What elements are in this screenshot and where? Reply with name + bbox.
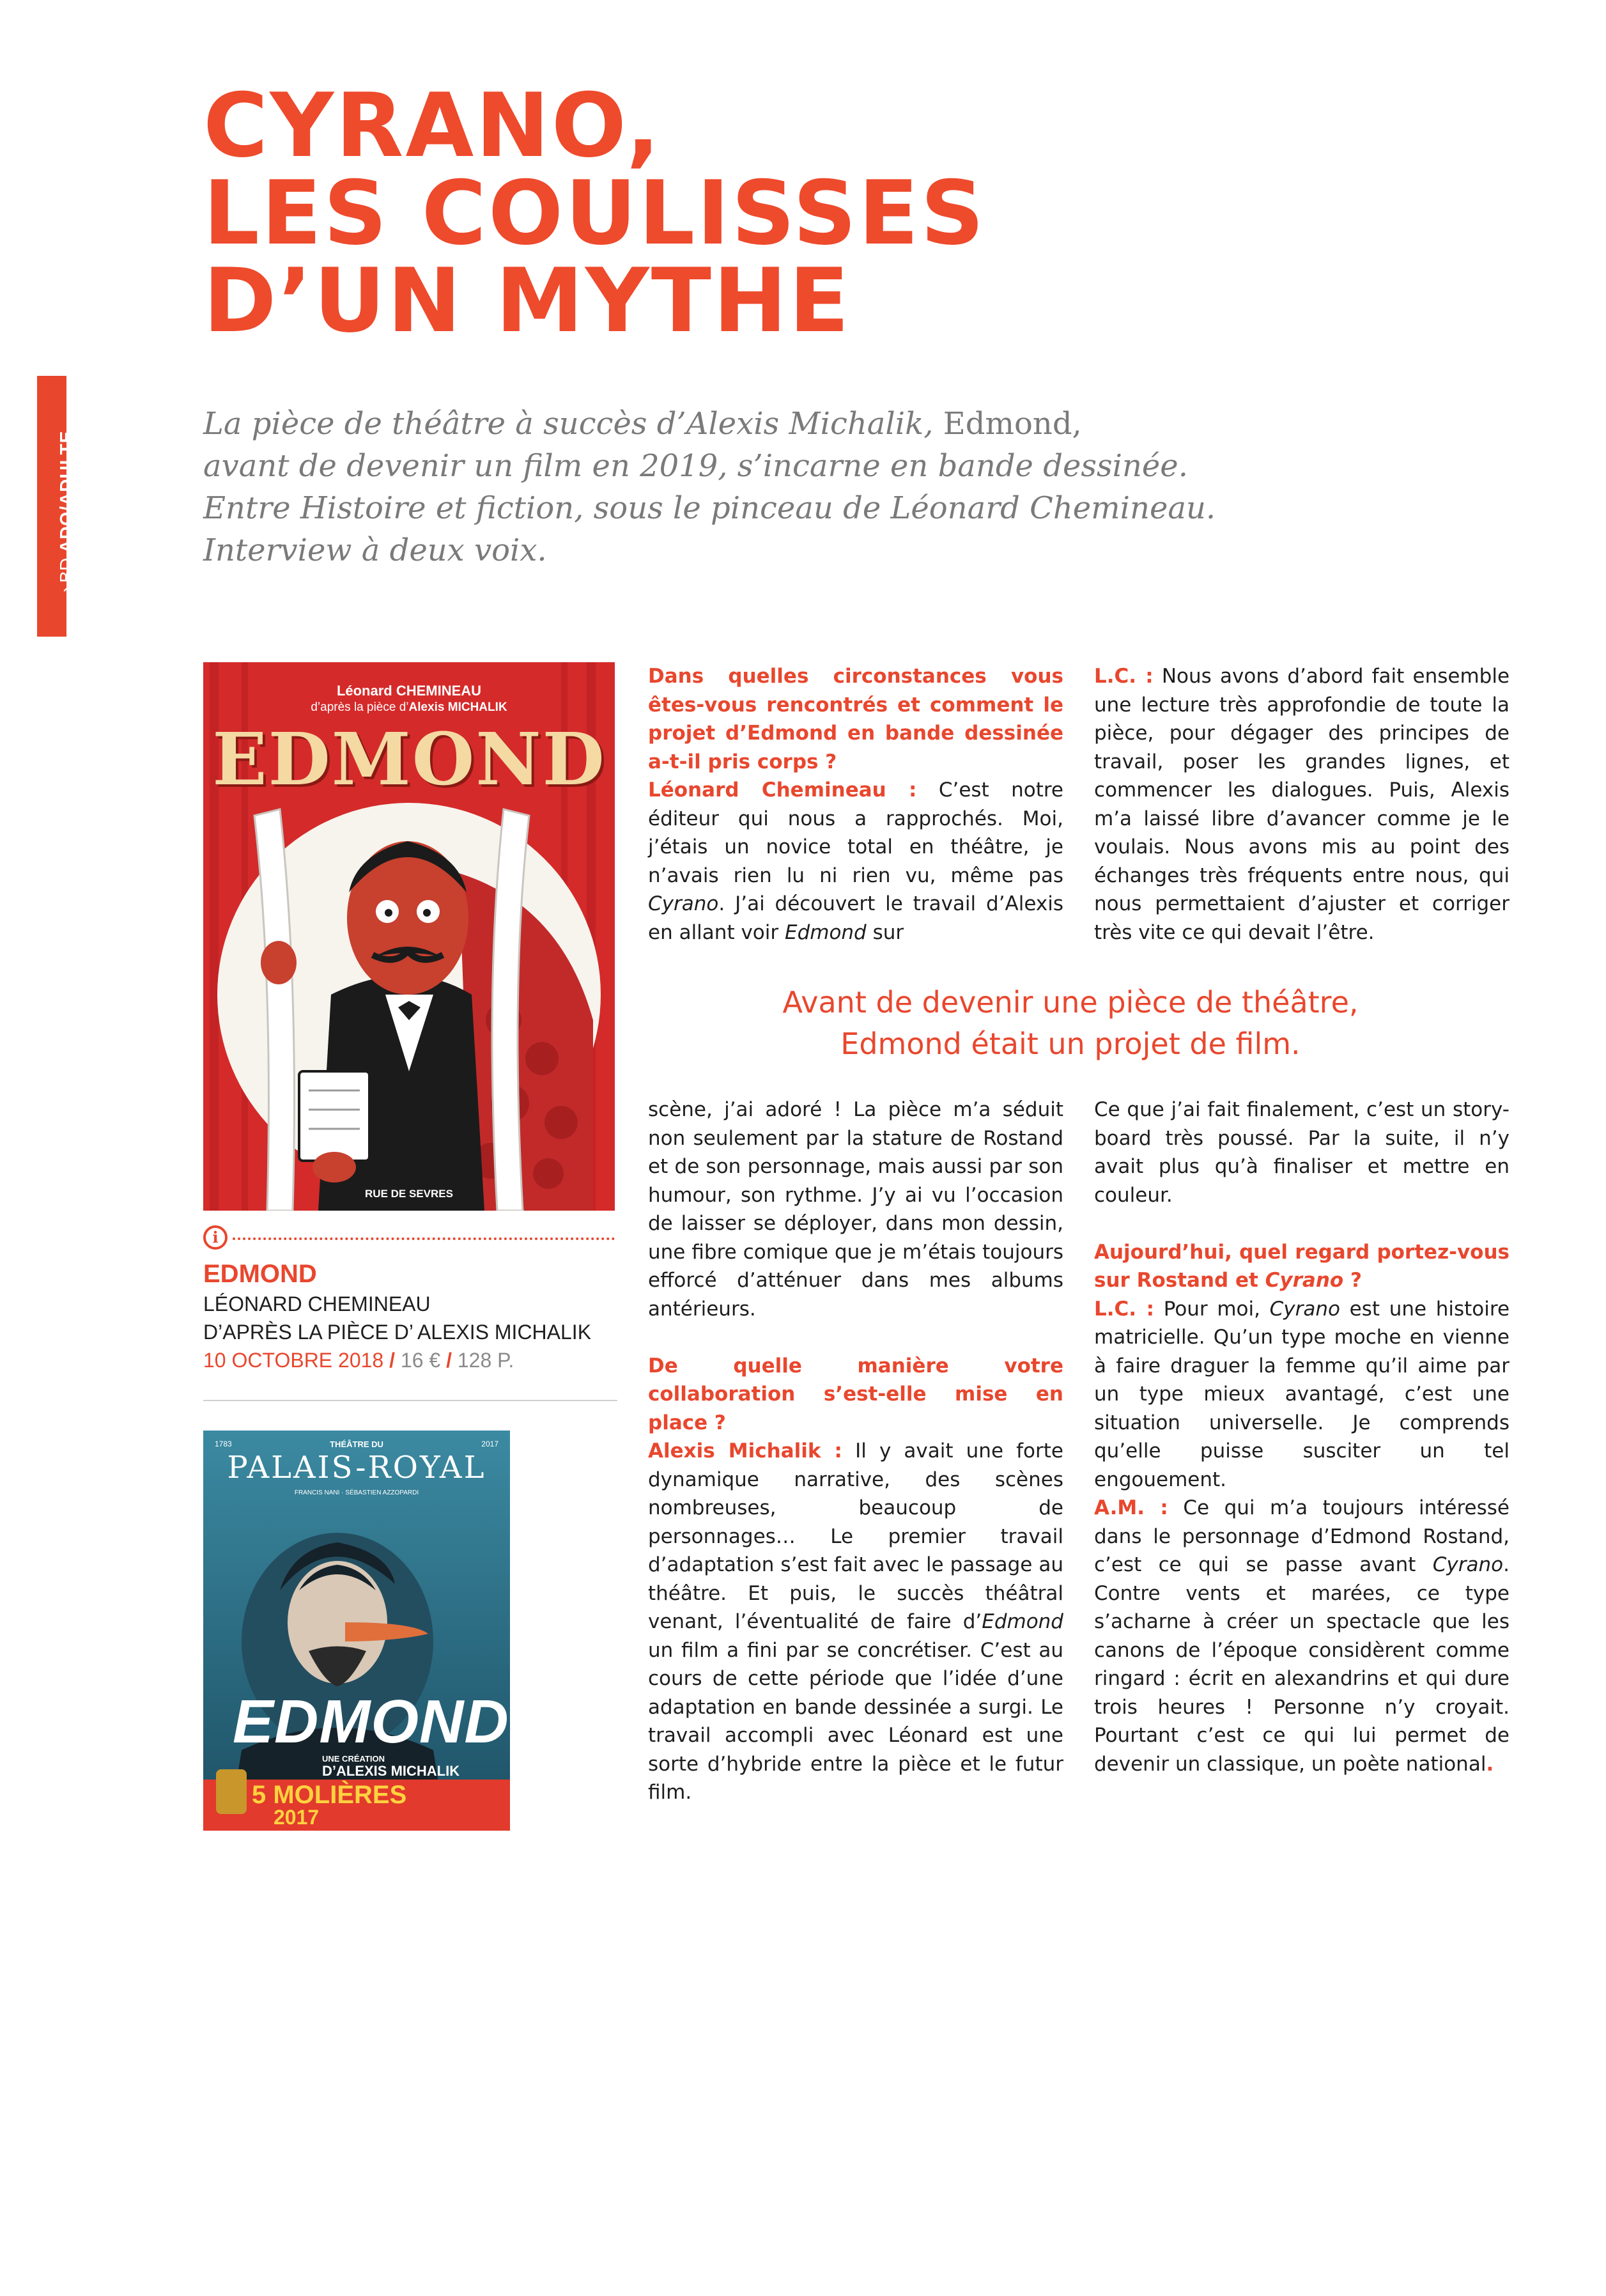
answer-2-continued: Ce que j’ai fait finalement, c’est un story-board très poussé. Par la suite, il n’y avait plus qu’à finaliser et mettre en couleur. <box>1094 1098 1509 1207</box>
lede-line-4: Interview à deux voix. <box>203 532 547 568</box>
speaker-label: L.C. : <box>1094 665 1154 688</box>
question-2: De quelle manière votre collaboration s’est-elle mise en place ? <box>648 1354 1063 1434</box>
end-mark: . <box>1486 1752 1494 1776</box>
article-column-1-top <box>648 662 1063 947</box>
question-3: Aujourd’hui, quel regard portez-vous sur Rostand et Cyrano ? <box>1094 1240 1509 1292</box>
book-price: 16 € <box>400 1349 441 1372</box>
answer-1b: L.C. : Nous avons d’abord fait ensemble une lecture très approfondie de toute la pièce, pour dégager des principes de travail, poser les grandes lignes, et commencer les dialogues. Puis, Alexis m’a laissé libre d’avancer comme je le voulais. Nous avons mis au point des échanges très fréquents entre nous, qui nous permettaient d’ajuster et corriger très vite ce qui devait l’être. <box>1094 665 1510 944</box>
speaker-label: A.M. : <box>1094 1496 1168 1519</box>
question-1: Dans quelles circonstances vous êtes-vous rencontrés et comment le projet d’Edmond en bande dessinée a-t-il pris corps ? <box>648 665 1063 773</box>
cover-playwright: Alexis MICHALIK <box>408 701 507 714</box>
theatre-poster <box>203 1431 510 1831</box>
poster-title: EDMOND <box>233 1687 509 1756</box>
poster-creation: UNE CRÉATION <box>322 1754 385 1764</box>
cover-title: EDMOND <box>212 718 606 802</box>
cover-author: Léonard CHEMINEAU <box>336 683 482 699</box>
answer-2: Alexis Michalik : Il y avait une forte dynamique narrative, des scènes nombreuses, beaucoup de personnages… Le premier travail d’adaptation s’est fait avec le passage au théâtre. Et puis, le succès théâtral venant, l’éventualité de faire d’Edmond un film a fini par se concrétiser. C’est au cours de cette période que l’idée d’une adaptation en bande dessinée a surgi. Le travail accompli avec Léonard est une sorte d’hybride entre la pièce et le futur film. <box>648 1439 1064 1804</box>
pull-quote <box>645 982 1495 1065</box>
category-tab <box>37 376 76 637</box>
poster-directors: FRANCIS NANI · SÉBASTIEN AZZOPARDI <box>294 1489 419 1496</box>
poster-year-right: 2017 <box>481 1439 498 1448</box>
lede-line-2: avant de devenir un film en 2019, s’incarne en bande dessinée. <box>203 448 1188 484</box>
answer-3: L.C. : Pour moi, Cyrano est une histoire matricielle. Qu’un type moche en vienne à faire draguer la femme qu’il aime par un type mieux avantagé, c’est une situation universelle. Je comprends qu’elle puisse susciter un tel engouement. <box>1094 1297 1510 1491</box>
cover-based-on: d’après la pièce d’ <box>311 701 409 714</box>
answer-1-continued: scène, j’ai adoré ! La pièce m’a séduit non seulement par la stature de Rostand et de son personnage, mais aussi par son humour, son rythme. J’y ai vu l’occasion de laisser se déployer, dans mon dessin, une fibre comique que je m’étais toujours efforcé d’atténuer dans mes albums antérieurs. <box>648 1098 1063 1321</box>
title-line-3: D’UN MYTHE <box>203 249 851 352</box>
article-title <box>203 74 1162 352</box>
poster-molieres-year: 2017 <box>274 1806 320 1829</box>
poster-theatre-small: THÉÂTRE DU <box>330 1439 383 1449</box>
arrow-icon: ⟶ <box>57 586 76 610</box>
meta-separator: / <box>383 1349 401 1372</box>
book-pages: 128 P. <box>457 1349 514 1372</box>
book-author: LÉONARD CHEMINEAU <box>203 1292 431 1315</box>
article-column-1-bottom <box>648 1096 1063 1807</box>
article-column-2-top <box>1094 662 1509 947</box>
speaker-label: Léonard Chemineau : <box>648 779 917 802</box>
article-lede <box>203 403 1290 571</box>
category-prefix: BD <box>56 557 76 583</box>
lede-line-3: Entre Histoire et fiction, sous le pinceau de Léonard Chemineau. <box>203 490 1216 526</box>
book-cover <box>203 662 615 1211</box>
poster-year-left: 1783 <box>215 1439 232 1448</box>
pull-quote-line-1: Avant de devenir une pièce de théâtre, <box>782 985 1359 1020</box>
book-date: 10 OCTOBRE 2018 <box>203 1349 384 1372</box>
book-based-on: D’APRÈS LA PIÈCE D’ ALEXIS MICHALIK <box>203 1321 592 1344</box>
book-meta <box>203 1346 625 1374</box>
speaker-label: Alexis Michalik : <box>648 1439 842 1462</box>
title-line-1: CYRANO, <box>203 74 662 177</box>
book-title: EDMOND <box>203 1260 317 1288</box>
meta-separator: / <box>440 1349 458 1372</box>
cover-publisher: RUE DE SEVRES <box>365 1188 453 1200</box>
category-label: ADO/ADULTE <box>56 430 76 554</box>
article-column-2-bottom <box>1094 1096 1509 1778</box>
answer-1: Léonard Chemineau : C’est notre éditeur qui nous a rapprochés. Moi, j’étais un novice total en théâtre, je n’avais rien lu ni rien vu, même pas Cyrano. J’ai découvert le travail d’Alexis en allant voir Edmond sur <box>648 779 1063 944</box>
answer-4: A.M. : Ce qui m’a toujours intéressé dans le personnage d’Edmond Rostand, c’est ce qui se passe avant Cyrano. Contre vents et marées, ce type s’acharne à créer un spectacle que les canons de l’époque considèrent comme ringard : écrit en alexandrins et qui dure trois heures ! Personne n’y croyait. Pourtant c’est ce qui lui permet de devenir un classique, un poète national. <box>1094 1496 1509 1776</box>
poster-molieres: 5 MOLIÈRES <box>252 1781 407 1809</box>
info-divider <box>233 1237 615 1240</box>
book-info <box>203 1258 625 1374</box>
poster-author: D’ALEXIS MICHALIK <box>322 1763 460 1779</box>
title-line-2: LES COULISSES <box>203 162 986 265</box>
info-icon: i <box>203 1225 228 1250</box>
book-info-divider <box>203 1400 617 1401</box>
poster-theatre: PALAIS-ROYAL <box>227 1450 486 1485</box>
pull-quote-line-2: Edmond était un projet de film. <box>840 1027 1301 1061</box>
speaker-label: L.C. : <box>1094 1297 1155 1321</box>
lede-edmond: Edmond, <box>943 406 1082 442</box>
lede-line-1: La pièce de théâtre à succès d’Alexis Michalik, <box>203 406 934 442</box>
